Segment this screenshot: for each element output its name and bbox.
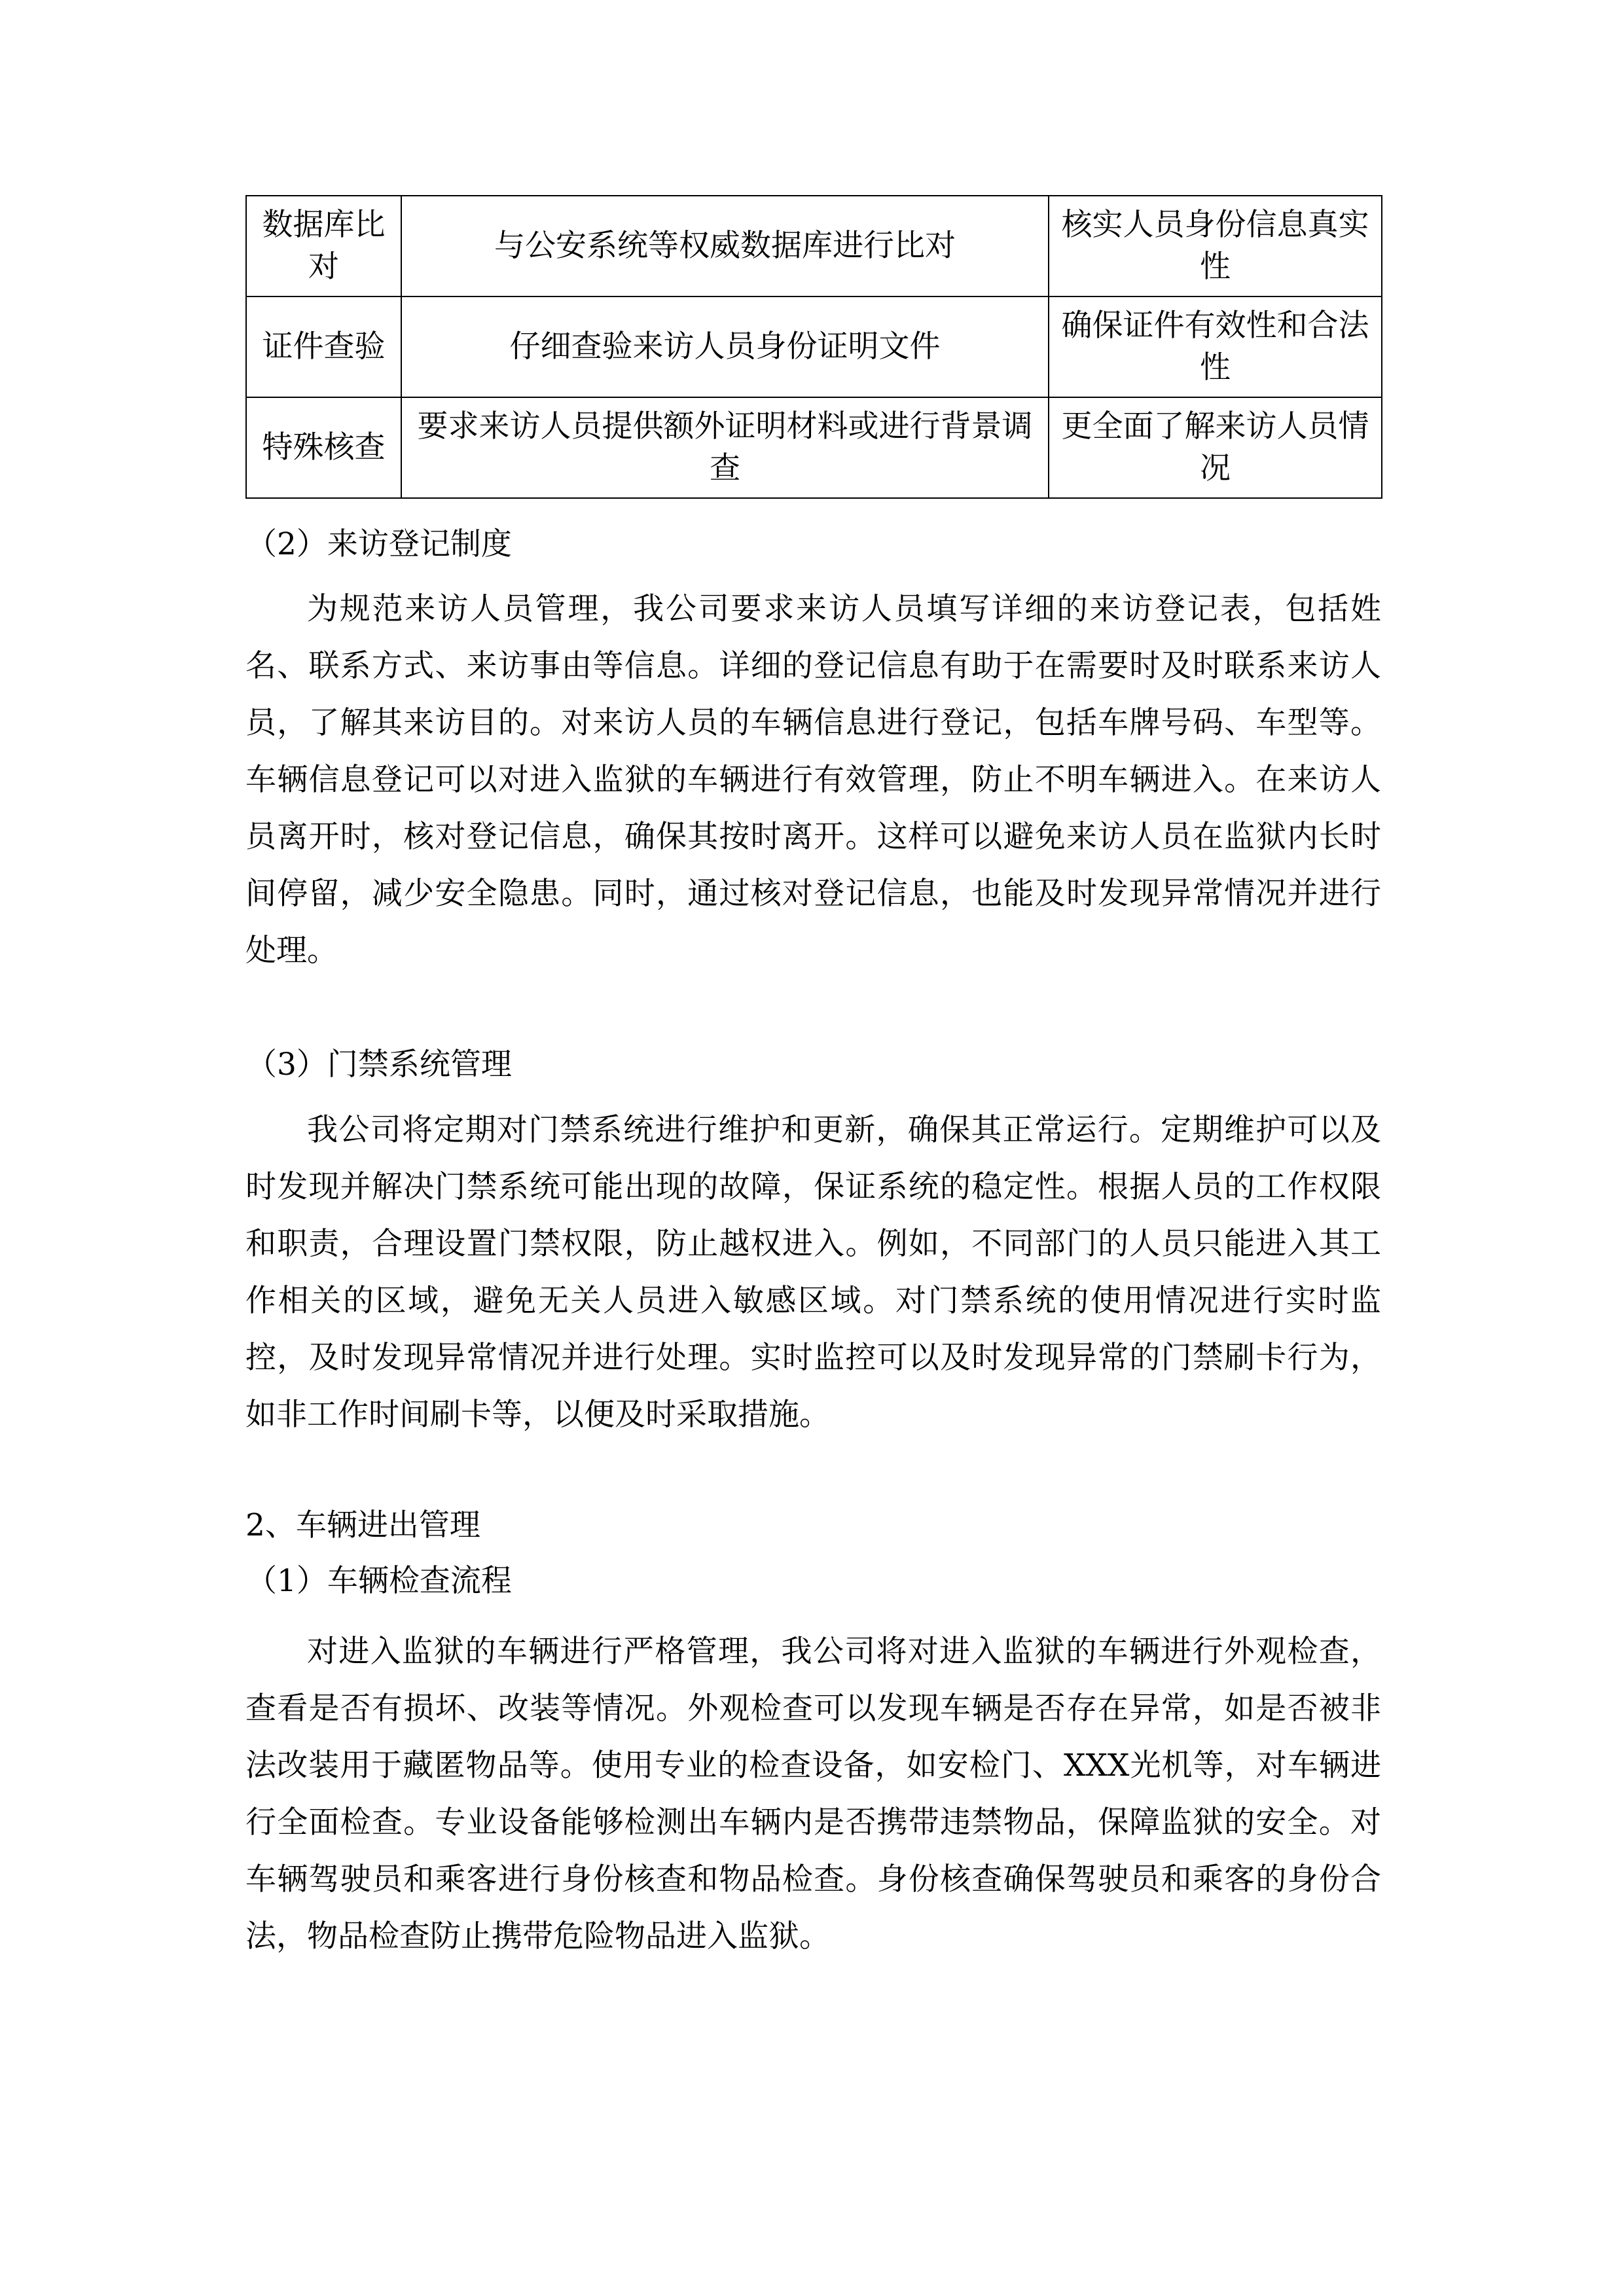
table-row — [246, 397, 1382, 498]
section-heading-vehicle-management: 2、车辆进出管理 — [245, 1507, 480, 1543]
table-cell-method: 数据库比对 — [246, 196, 401, 296]
section-heading-vehicle-inspection: （1）车辆检查流程 — [246, 1563, 512, 1599]
paragraph-access-control: 我公司将定期对门禁系统进行维护和更新，确保其正常运行。定期维护可以及时发现并解决门禁系统可能出现的故障，保证系统的稳定性。根据人员的工作权限和职责，合理设置门禁权限，防止越权进入。例如，不同部门的人员只能进入其工作相关的区域，避免无关人员进入敏感区域。对门禁系统的使用情况进行实时监控，及时发现异常情况并进行处理。实时监控可以及时发现异常的门禁刷卡行为，如非工作时间刷卡等，以便及时采取措施。 — [245, 1112, 1381, 1433]
table-cell-description: 仔细查验来访人员身份证明文件 — [401, 296, 1049, 397]
section-heading-access-control: （3）门禁系统管理 — [246, 1047, 512, 1083]
identity-verification-table — [245, 195, 1382, 499]
paragraph-vehicle-inspection: 对进入监狱的车辆进行严格管理，我公司将对进入监狱的车辆进行外观检查，查看是否有损坏、改装等情况。外观检查可以发现车辆是否存在异常，如是否被非法改装用于藏匿物品等。使用专业的检查设备，如安检门、XXX光机等，对车辆进行全面检查。专业设备能够检测出车辆内是否携带违禁物品，保障监狱的安全。对车辆驾驶员和乘客进行身份核查和物品检查。身份核查确保驾驶员和乘客的身份合法，物品检查防止携带危险物品进入监狱。 — [245, 1634, 1381, 1954]
paragraph-visitor-registration: 为规范来访人员管理，我公司要求来访人员填写详细的来访登记表，包括姓名、联系方式、来访事由等信息。详细的登记信息有助于在需要时及时联系来访人员，了解其来访目的。对来访人员的车辆信息进行登记，包括车牌号码、车型等。车辆信息登记可以对进入监狱的车辆进行有效管理，防止不明车辆进入。在来访人员离开时，核对登记信息，确保其按时离开。这样可以避免来访人员在监狱内长时间停留，减少安全隐患。同时，通过核对登记信息，也能及时发现异常情况并进行处理。 — [245, 591, 1381, 969]
table-cell-purpose: 核实人员身份信息真实性 — [1049, 196, 1382, 296]
section-heading-visitor-registration: （2）来访登记制度 — [246, 526, 512, 562]
table-row — [246, 196, 1382, 296]
table-row — [246, 296, 1382, 397]
table-cell-method: 特殊核查 — [246, 397, 401, 498]
table-cell-method: 证件查验 — [246, 296, 401, 397]
table-cell-purpose: 确保证件有效性和合法性 — [1049, 296, 1382, 397]
table-cell-description: 与公安系统等权威数据库进行比对 — [401, 196, 1049, 296]
table-cell-purpose: 更全面了解来访人员情况 — [1049, 397, 1382, 498]
table-cell-description: 要求来访人员提供额外证明材料或进行背景调查 — [401, 397, 1049, 498]
